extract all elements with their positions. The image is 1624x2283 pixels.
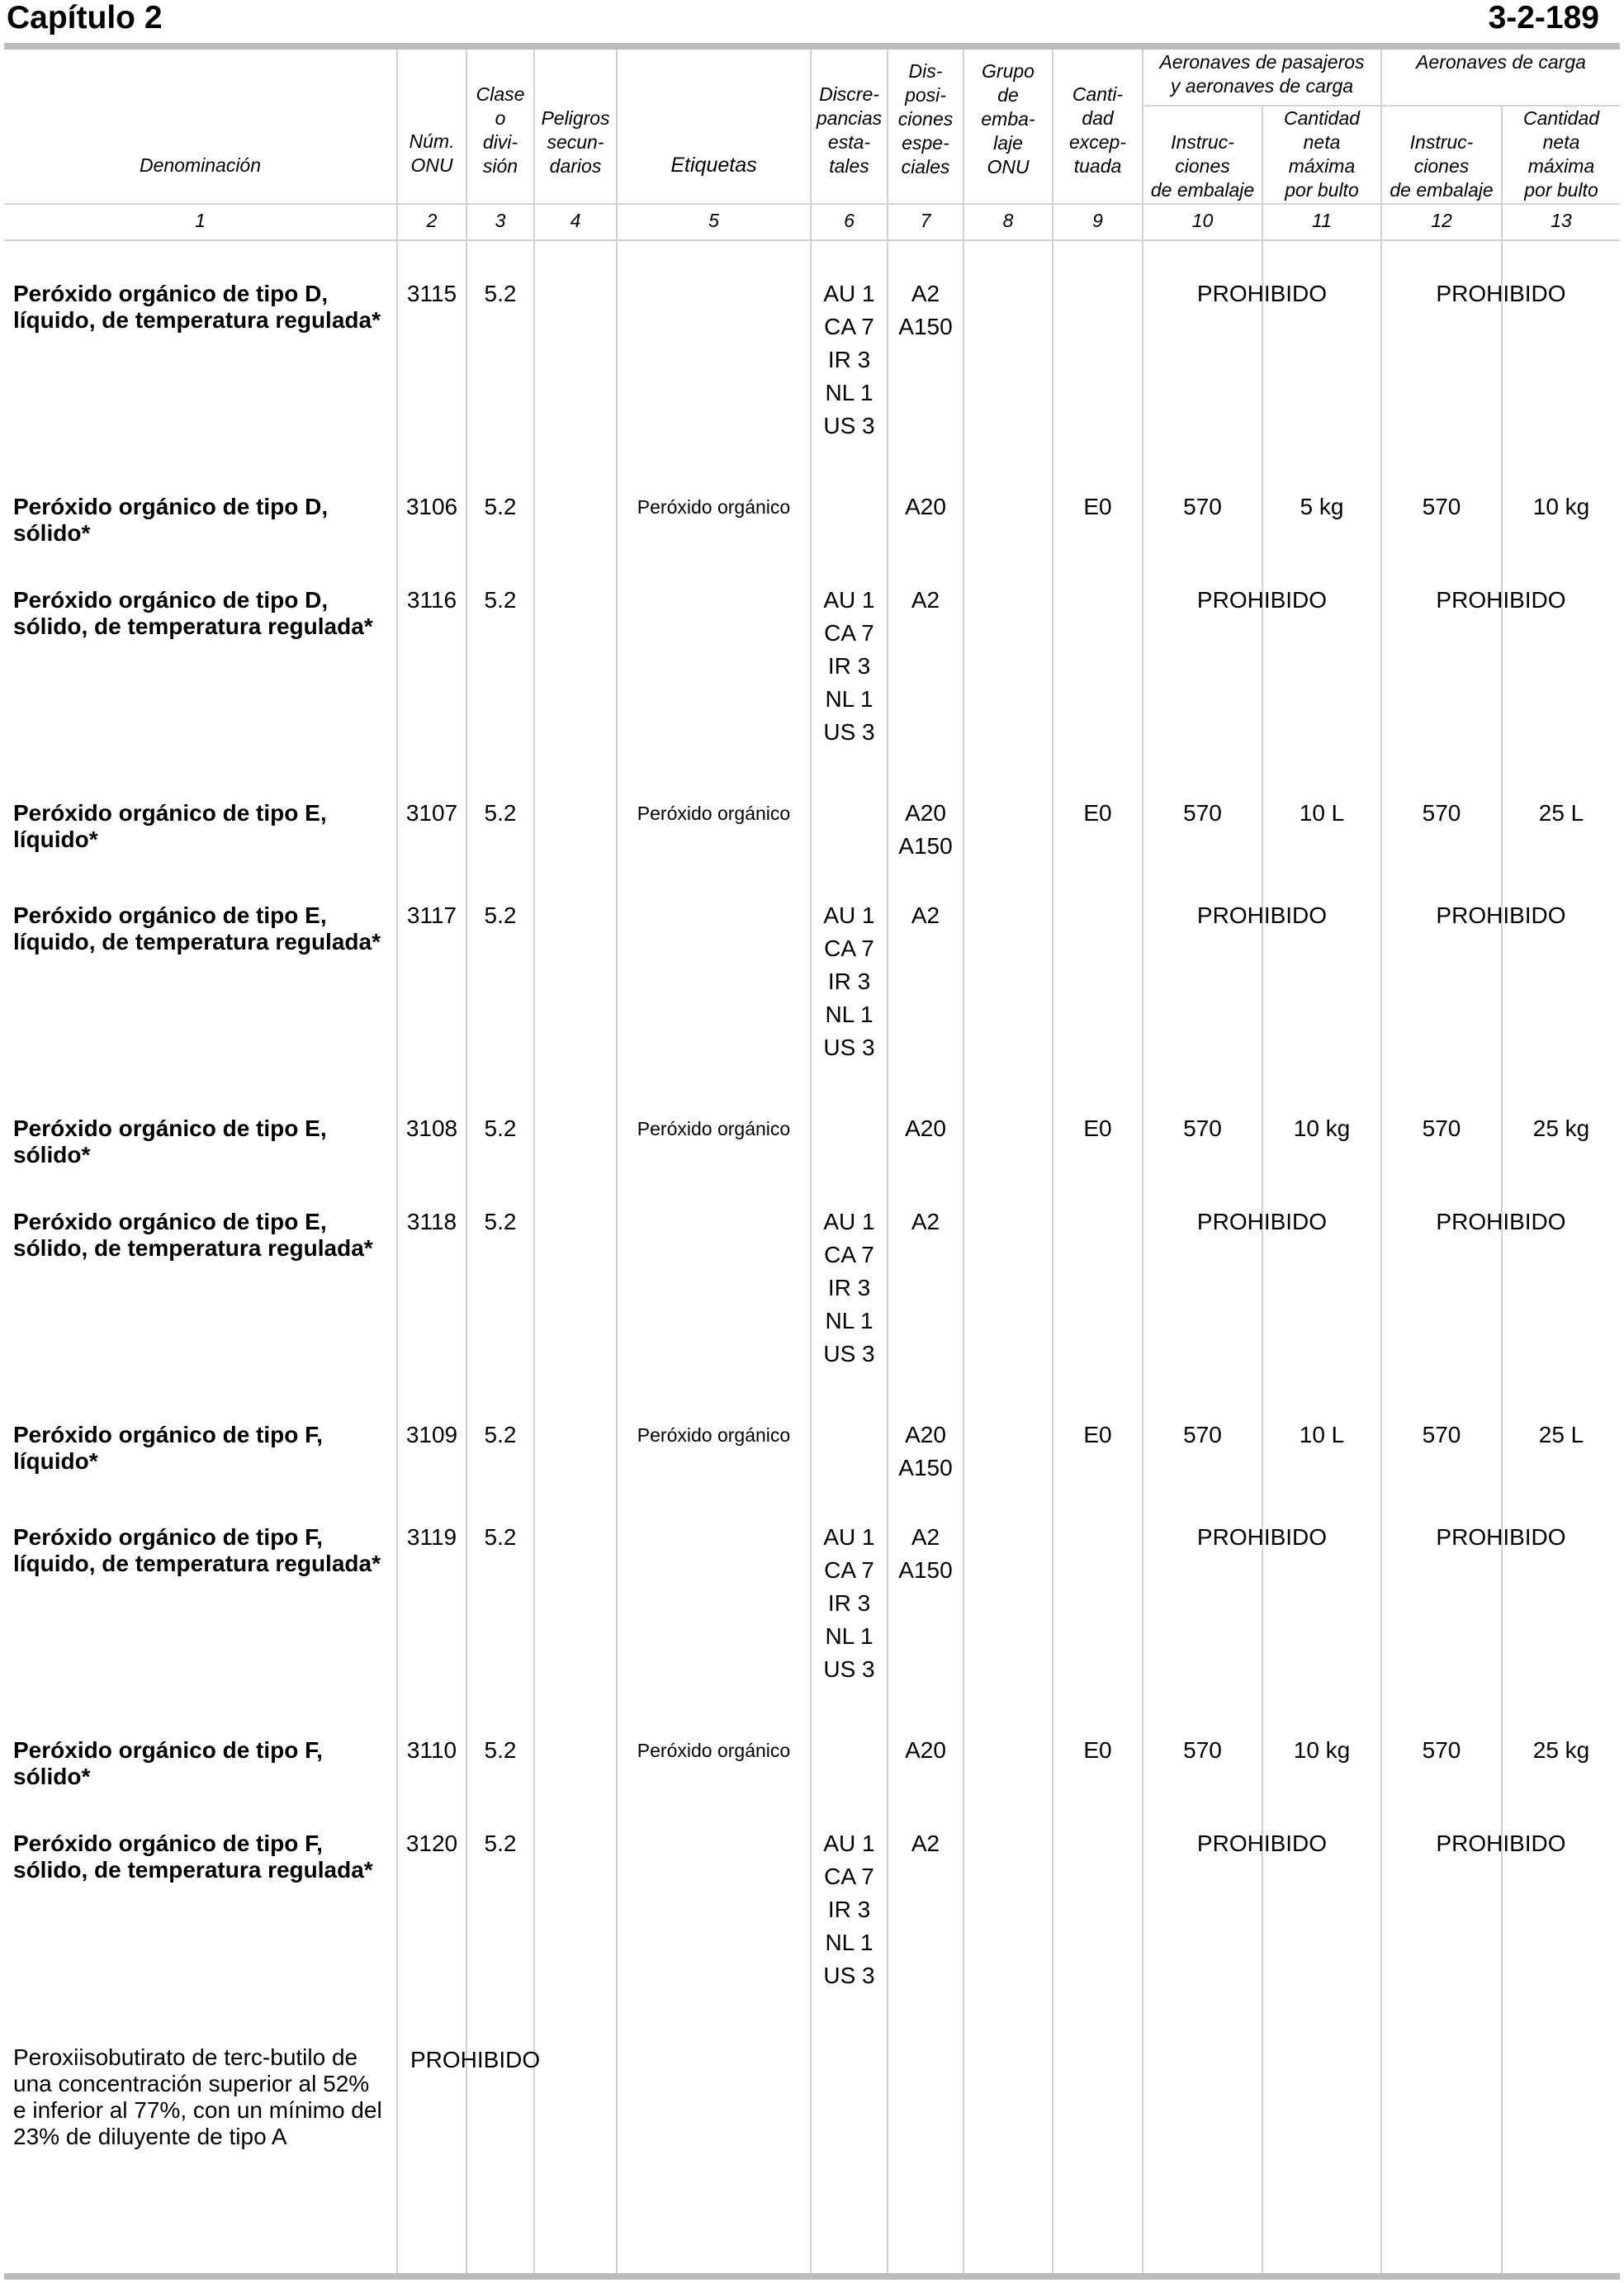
row-name-line: sólido, de temperatura regulada*: [13, 1857, 373, 1883]
state-discrepancy: AU 1: [823, 902, 875, 928]
row-name-line: Peróxido orgánico de tipo F,: [13, 1422, 323, 1447]
row-name-line: sólido*: [13, 520, 91, 546]
un-number: 3108: [405, 1115, 458, 1141]
state-discrepancy: AU 1: [823, 1524, 875, 1550]
state-discrepancy: US 3: [823, 1341, 875, 1366]
column-divider: [466, 50, 467, 2273]
col-header-cantidad-cargo: [1503, 107, 1620, 202]
col-header-cantidad-cargo-l3: máxima: [1527, 155, 1595, 177]
state-discrepancy: US 3: [823, 719, 875, 745]
row-name-line: líquido, de temperatura regulada*: [13, 307, 381, 333]
col-header-grupo-l5: ONU: [987, 156, 1030, 178]
cargo-status: PROHIBIDO: [1436, 1209, 1566, 1234]
col-header-instrucciones-pax-l1: Instruc-: [1171, 131, 1234, 153]
col-header-disposiciones-l1: Dis-: [908, 60, 943, 82]
col-header-discrepancias-l3: esta-: [827, 131, 871, 153]
col-header-instrucciones-pax-l3: de embalaje: [1150, 179, 1255, 201]
un-number: 3109: [405, 1422, 458, 1447]
un-number: 3115: [406, 281, 457, 306]
state-discrepancy: IR 3: [827, 653, 871, 679]
last-row-status: PROHIBIDO: [410, 2047, 541, 2072]
state-discrepancy: IR 3: [827, 969, 871, 994]
label-text: Peróxido orgánico: [637, 803, 791, 824]
row-name-line: líquido, de temperatura regulada*: [13, 929, 381, 954]
row-name-line: Peróxido orgánico de tipo E,: [13, 800, 327, 826]
row-name: [13, 1422, 395, 1475]
page-number: 3-2-189: [1488, 0, 1599, 36]
cargo-packing-instruction: 570: [1422, 1115, 1461, 1141]
row-name-line: sólido, de temperatura regulada*: [13, 1235, 373, 1261]
special-provision: A2: [911, 587, 940, 613]
state-discrepancies: [812, 584, 887, 749]
row-name-line: sólido*: [13, 1142, 91, 1168]
column-divider: [1052, 50, 1053, 2273]
special-provisions: [888, 490, 963, 523]
cargo-max-quantity: 25 L: [1538, 1422, 1584, 1447]
state-discrepancies: [812, 1827, 887, 1992]
group-header-pasajeros-l2: y aeronaves de carga: [1170, 75, 1354, 97]
row-name-line: Peróxido orgánico de tipo F,: [13, 1524, 323, 1550]
col-header-instrucciones-cargo-l1: Instruc-: [1409, 131, 1474, 153]
col-header-clase: [467, 83, 533, 178]
cargo-packing-instruction: 570: [1422, 1422, 1461, 1447]
state-discrepancy: CA 7: [824, 1864, 874, 1889]
group-header-pasajeros-l1: Aeronaves de pasajeros: [1159, 51, 1365, 73]
row-name: [13, 800, 395, 853]
column-number-divider: [4, 239, 1620, 241]
group-header-carga: Aeronaves de carga: [1416, 51, 1586, 73]
state-discrepancy: IR 3: [827, 1590, 871, 1616]
last-row-name-l3: e inferior al 77%, con un mínimo del: [13, 2097, 382, 2123]
special-provision: A20: [905, 1115, 946, 1141]
state-discrepancy: IR 3: [827, 347, 871, 372]
state-discrepancy: NL 1: [825, 1308, 874, 1333]
row-name: [13, 1209, 395, 1262]
state-discrepancies: [812, 1521, 887, 1686]
col-header-disposiciones-l2: posi-: [905, 84, 946, 106]
special-provisions: [888, 1205, 963, 1239]
un-number: 3106: [405, 494, 458, 519]
col-header-instrucciones-pax: [1143, 130, 1262, 202]
cargo-status: PROHIBIDO: [1436, 281, 1566, 306]
excepted-quantity: E0: [1083, 1422, 1112, 1447]
un-number: 3118: [406, 1209, 457, 1234]
class-division: 5.2: [484, 902, 517, 928]
special-provision: A20: [905, 1422, 946, 1447]
row-name-line: Peróxido orgánico de tipo F,: [13, 1737, 323, 1763]
class-division: 5.2: [484, 800, 517, 826]
passenger-packing-instruction: 570: [1183, 800, 1222, 826]
col-header-grupo-l3: emba-: [981, 108, 1035, 130]
col-number: 3: [495, 210, 506, 231]
excepted-quantity: E0: [1083, 494, 1112, 519]
row-name-line: Peróxido orgánico de tipo F,: [13, 1831, 323, 1856]
col-number: 5: [708, 210, 719, 231]
col-header-disposiciones-l4: espe-: [902, 132, 949, 154]
special-provisions: [888, 1419, 963, 1485]
passenger-status: PROHIBIDO: [1196, 1831, 1328, 1856]
special-provisions: [888, 1734, 963, 1767]
special-provisions: [888, 584, 963, 617]
passenger-status: PROHIBIDO: [1196, 902, 1328, 928]
special-provision: A150: [898, 833, 953, 859]
col-header-cantidad-exceptuada: [1053, 83, 1142, 178]
special-provision: A150: [898, 1455, 953, 1480]
row-name-line: Peróxido orgánico de tipo D,: [13, 494, 329, 519]
col-number: 1: [195, 210, 206, 231]
row-name: [13, 1831, 395, 1883]
un-number: 3117: [406, 902, 457, 928]
col-header-instrucciones-cargo-l2: ciones: [1413, 155, 1470, 177]
state-discrepancy: CA 7: [824, 314, 874, 339]
special-provisions: [888, 797, 963, 863]
un-number: 3116: [406, 587, 457, 613]
special-provision: A2: [911, 1209, 940, 1234]
col-number: 11: [1312, 210, 1332, 231]
col-number: 13: [1551, 210, 1572, 231]
col-header-cantidad-pax: [1263, 107, 1380, 202]
col-header-instrucciones-cargo: [1382, 130, 1501, 202]
column-divider: [1142, 50, 1143, 2273]
label-text: Peróxido orgánico: [637, 1424, 791, 1446]
passenger-status: PROHIBIDO: [1196, 1209, 1328, 1234]
col-header-peligros-l2: secun-: [547, 131, 604, 153]
col-number: 10: [1191, 210, 1214, 231]
col-header-discrepancias: [812, 83, 887, 178]
row-name-line: Peróxido orgánico de tipo E,: [13, 1209, 327, 1234]
state-discrepancy: IR 3: [827, 1897, 871, 1922]
col-header-cantidad-cargo-l4: por bulto: [1524, 179, 1598, 201]
passenger-max-quantity: 10 L: [1299, 800, 1345, 826]
last-row-name-l2: una concentración superior al 52%: [13, 2071, 370, 2096]
un-number: 3110: [406, 1737, 457, 1763]
column-divider: [533, 50, 535, 2273]
excepted-quantity: E0: [1083, 1737, 1112, 1763]
row-name-line: líquido, de temperatura regulada*: [13, 1551, 381, 1576]
state-discrepancy: CA 7: [824, 620, 874, 646]
special-provisions: [888, 1827, 963, 1860]
col-header-instrucciones-pax-l2: ciones: [1175, 155, 1230, 177]
class-division: 5.2: [484, 1115, 517, 1141]
cargo-status: PROHIBIDO: [1436, 1831, 1566, 1856]
group-header-pasajeros: [1143, 50, 1380, 98]
state-discrepancy: AU 1: [823, 1831, 875, 1856]
last-row-name-l1: Peroxiisobutirato de terc-butilo de: [13, 2044, 358, 2070]
passenger-packing-instruction: 570: [1183, 1422, 1222, 1447]
col-header-clase-l4: sión: [482, 155, 518, 177]
state-discrepancy: CA 7: [824, 1557, 874, 1583]
passenger-packing-instruction: 570: [1183, 1115, 1222, 1141]
col-number: 6: [844, 210, 855, 231]
col-header-cantidad-cargo-l1: Cantidad: [1522, 107, 1600, 129]
row-name: [13, 494, 395, 547]
class-division: 5.2: [484, 1422, 517, 1447]
label-text: Peróxido orgánico: [637, 496, 791, 518]
passenger-max-quantity: 10 kg: [1293, 1115, 1351, 1141]
special-provision: A20: [905, 494, 946, 519]
un-number: 3107: [405, 800, 458, 826]
header-divider: [4, 203, 1620, 205]
special-provision: A150: [898, 1557, 953, 1583]
class-division: 5.2: [484, 1831, 517, 1856]
label-text: Peróxido orgánico: [637, 1118, 791, 1139]
cargo-packing-instruction: 570: [1422, 800, 1461, 826]
class-division: 5.2: [484, 1209, 517, 1234]
col-header-grupo: [964, 59, 1052, 179]
un-number: 3120: [405, 1831, 458, 1856]
col-header-cantidad-pax-l3: máxima: [1288, 155, 1356, 177]
row-name-line: Peróxido orgánico de tipo D,: [13, 587, 329, 613]
passenger-max-quantity: 5 kg: [1300, 494, 1344, 519]
column-divider: [616, 50, 618, 2273]
row-name: [13, 1737, 395, 1790]
cargo-max-quantity: 25 kg: [1532, 1115, 1590, 1141]
passenger-packing-instruction: 570: [1183, 1737, 1222, 1763]
col-header-cantidad-cargo-l2: neta: [1542, 131, 1580, 153]
col-header-peligros-l3: darios: [549, 155, 602, 177]
col-header-grupo-l4: laje: [993, 132, 1023, 154]
passenger-status: PROHIBIDO: [1196, 1524, 1328, 1550]
state-discrepancy: NL 1: [825, 1002, 874, 1027]
state-discrepancies: [812, 899, 887, 1064]
passenger-status: PROHIBIDO: [1196, 587, 1328, 613]
row-name-line: sólido*: [13, 1764, 91, 1789]
excepted-quantity: E0: [1083, 1115, 1112, 1141]
state-discrepancy: IR 3: [827, 1275, 871, 1300]
column-divider: [396, 50, 398, 2273]
col-header-disposiciones-l3: ciones: [897, 108, 954, 130]
last-row-name-l4: 23% de diluyente de tipo A: [13, 2124, 287, 2149]
cargo-status: PROHIBIDO: [1436, 902, 1566, 928]
class-division: 5.2: [484, 1737, 517, 1763]
cargo-packing-instruction: 570: [1422, 1737, 1461, 1763]
cargo-max-quantity: 25 L: [1538, 800, 1584, 826]
col-number: 2: [426, 210, 438, 231]
col-header-cantidad-exceptuada-l3: excep-: [1068, 131, 1127, 153]
chapter-title: Capítulo 2: [7, 0, 163, 36]
passenger-status: PROHIBIDO: [1196, 281, 1328, 306]
state-discrepancy: AU 1: [823, 587, 875, 613]
special-provision: A20: [905, 800, 946, 826]
special-provision: A2: [911, 1524, 940, 1550]
row-name: [13, 587, 395, 640]
col-number: 12: [1431, 210, 1452, 231]
row-name: [13, 1115, 395, 1168]
bottom-rule: [4, 2273, 1620, 2280]
col-header-num-onu-l1: Núm.: [409, 130, 455, 152]
column-divider: [1501, 105, 1503, 2273]
class-division: 5.2: [484, 494, 517, 519]
column-divider: [963, 50, 964, 2273]
col-header-peligros-l1: Peligros: [541, 107, 610, 129]
column-divider: [887, 50, 888, 2273]
row-name: [13, 902, 395, 955]
state-discrepancy: NL 1: [825, 1623, 874, 1649]
state-discrepancy: US 3: [823, 1035, 875, 1060]
state-discrepancy: NL 1: [825, 686, 874, 712]
state-discrepancy: CA 7: [824, 935, 874, 961]
col-header-denominacion: Denominación: [139, 154, 262, 176]
col-header-num-onu-l2: ONU: [410, 154, 453, 176]
row-name: [13, 281, 395, 334]
cargo-status: PROHIBIDO: [1436, 1524, 1566, 1550]
col-header-discrepancias-l2: pancias: [816, 107, 883, 129]
cargo-packing-instruction: 570: [1422, 494, 1461, 519]
col-header-cantidad-pax-l4: por bulto: [1285, 179, 1359, 201]
col-header-grupo-l1: Grupo: [982, 60, 1035, 82]
row-name-line: Peróxido orgánico de tipo E,: [13, 1115, 327, 1141]
top-rule: [4, 43, 1620, 50]
col-number: 4: [570, 210, 581, 231]
cargo-status: PROHIBIDO: [1436, 587, 1566, 613]
special-provision: A20: [905, 1737, 946, 1763]
col-header-cantidad-exceptuada-l2: dad: [1082, 107, 1114, 129]
state-discrepancy: US 3: [823, 1963, 875, 1988]
column-divider: [1262, 105, 1263, 2273]
row-name: [13, 1524, 395, 1577]
row-name-line: Peróxido orgánico de tipo E,: [13, 902, 327, 928]
special-provision: A2: [911, 902, 940, 928]
col-header-etiquetas: Etiquetas: [670, 154, 757, 177]
col-number: 8: [1002, 210, 1014, 231]
state-discrepancy: AU 1: [823, 281, 875, 306]
state-discrepancy: NL 1: [825, 380, 874, 405]
special-provisions: [888, 899, 963, 932]
col-header-cantidad-exceptuada-l4: tuada: [1073, 155, 1122, 177]
row-name-line: Peróxido orgánico de tipo D,: [13, 281, 329, 306]
col-header-disposiciones: [888, 59, 963, 179]
un-number: 3119: [406, 1524, 457, 1550]
special-provisions: [888, 1521, 963, 1587]
col-header-cantidad-exceptuada-l1: Canti-: [1072, 83, 1124, 105]
col-header-clase-l1: Clase: [476, 83, 525, 105]
row-name-line: sólido, de temperatura regulada*: [13, 613, 373, 639]
state-discrepancy: AU 1: [823, 1209, 875, 1234]
col-header-clase-l2: o: [495, 107, 506, 129]
col-header-cantidad-pax-l2: neta: [1303, 131, 1341, 153]
state-discrepancies: [812, 1205, 887, 1371]
col-number: 9: [1092, 210, 1103, 231]
special-provisions: [888, 1112, 963, 1145]
col-header-discrepancias-l4: tales: [829, 155, 869, 177]
col-number: 7: [920, 210, 931, 231]
cargo-max-quantity: 10 kg: [1532, 494, 1590, 519]
col-header-grupo-l2: de: [997, 84, 1019, 106]
col-header-disposiciones-l5: ciales: [901, 156, 950, 178]
state-discrepancies: [812, 277, 887, 443]
special-provision: A2: [911, 1831, 940, 1856]
row-name-line: líquido*: [13, 1448, 98, 1474]
state-discrepancy: US 3: [823, 1656, 875, 1682]
class-division: 5.2: [484, 281, 517, 306]
col-header-cantidad-pax-l1: Cantidad: [1283, 107, 1361, 129]
last-row-name: [13, 2044, 397, 2150]
state-discrepancy: NL 1: [825, 1930, 874, 1955]
row-name-line: líquido*: [13, 827, 98, 852]
special-provision: A150: [898, 314, 953, 339]
passenger-max-quantity: 10 L: [1299, 1422, 1345, 1447]
col-header-peligros: [535, 107, 616, 178]
state-discrepancy: CA 7: [824, 1242, 874, 1267]
excepted-quantity: E0: [1083, 800, 1112, 826]
passenger-max-quantity: 10 kg: [1293, 1737, 1351, 1763]
class-division: 5.2: [484, 587, 517, 613]
col-header-clase-l3: divi-: [482, 131, 518, 153]
class-division: 5.2: [484, 1524, 517, 1550]
special-provision: A2: [911, 281, 940, 306]
col-header-discrepancias-l1: Discre-: [819, 83, 879, 105]
cargo-max-quantity: 25 kg: [1532, 1737, 1590, 1763]
passenger-packing-instruction: 570: [1183, 494, 1222, 519]
col-header-instrucciones-cargo-l3: de embalaje: [1390, 179, 1494, 201]
col-header-num-onu: [398, 130, 466, 178]
column-divider: [1380, 50, 1382, 2273]
special-provisions: [888, 277, 963, 343]
state-discrepancy: US 3: [823, 413, 875, 438]
label-text: Peróxido orgánico: [637, 1740, 791, 1761]
